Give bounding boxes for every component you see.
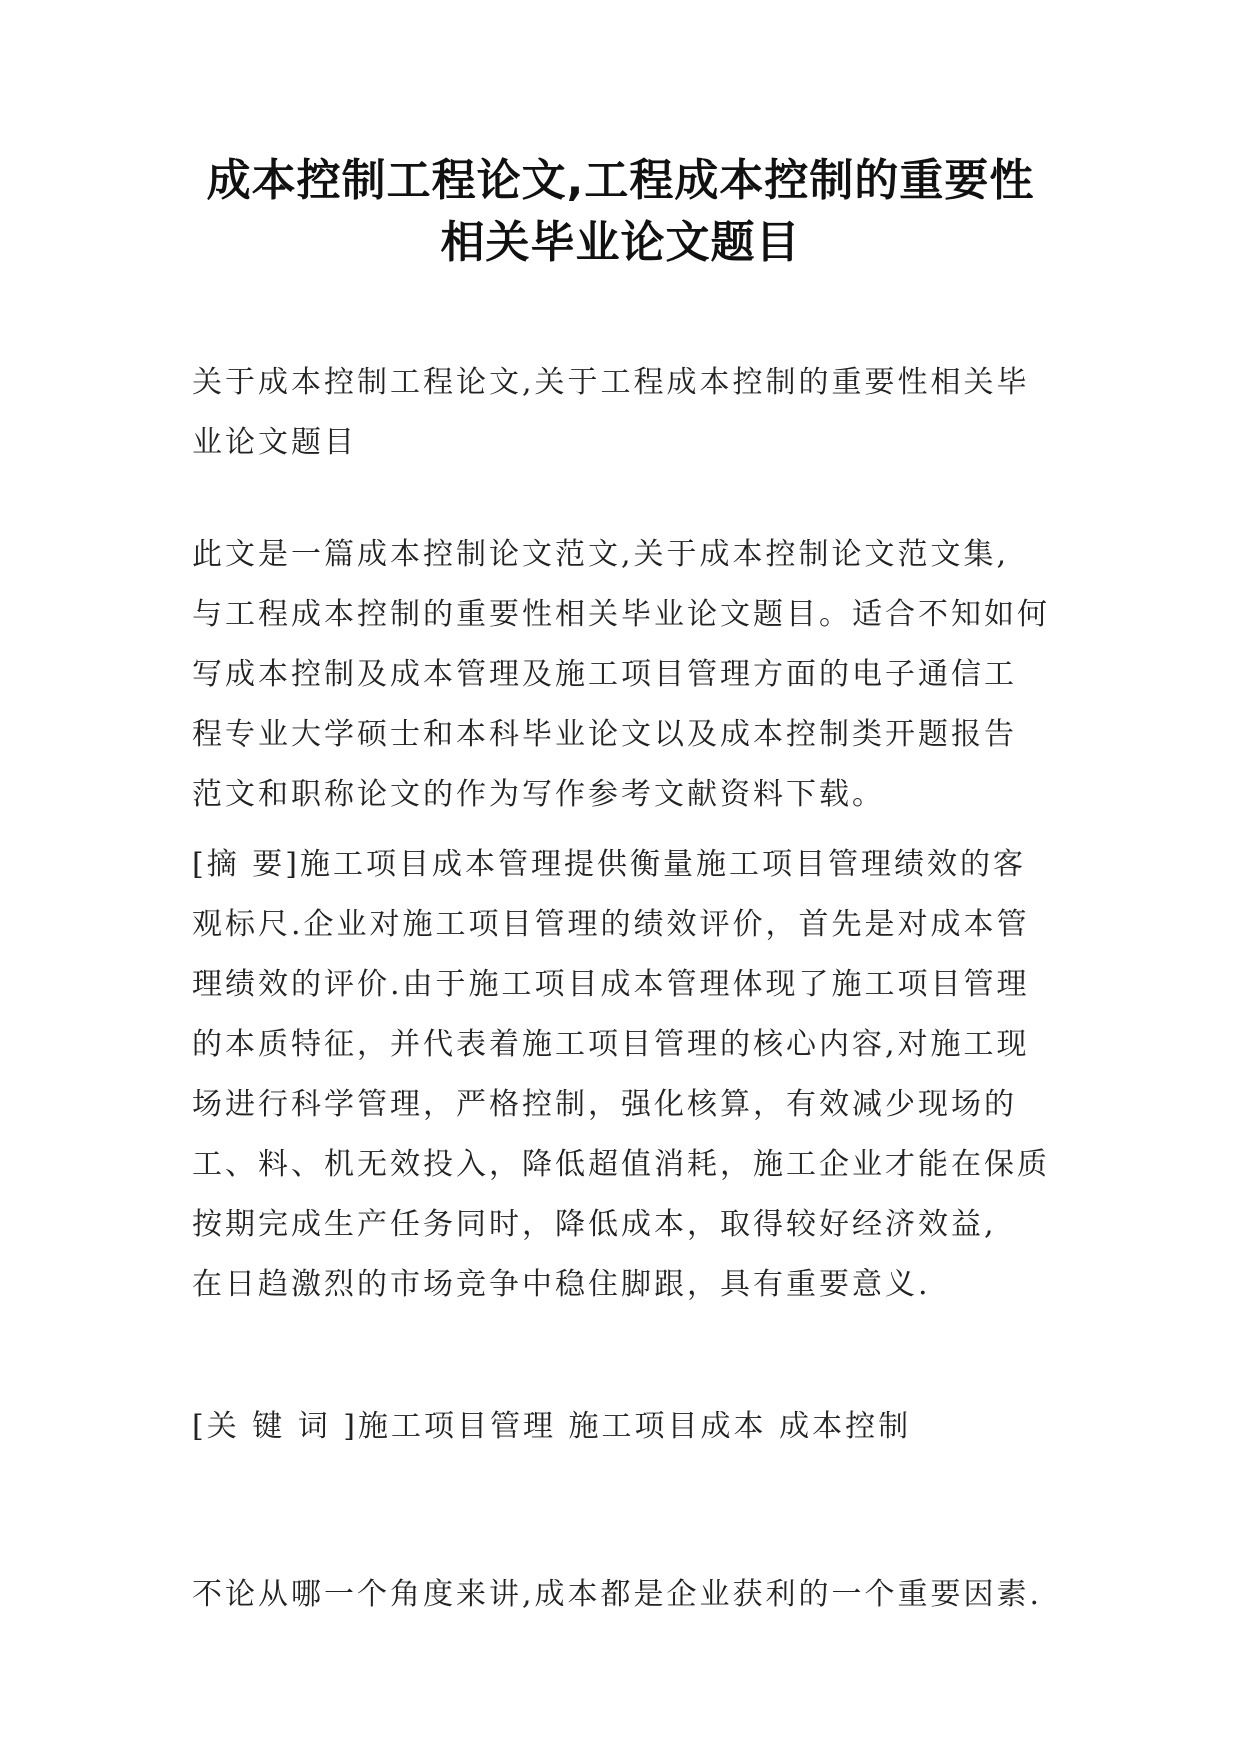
abstract-line: 在日趋激烈的市场竞争中稳住脚跟，具有重要意义. (192, 1267, 931, 1302)
title-line-2: 相关毕业论文题目 (440, 217, 801, 268)
title-line-1: 成本控制工程论文,工程成本控制的重要性 (206, 155, 1035, 206)
document-title (150, 150, 1091, 274)
keywords-paragraph (192, 1397, 1052, 1457)
description-line: 程专业大学硕士和本科毕业论文以及成本控制类开题报告 (192, 717, 1017, 752)
abstract-line: 工、料、机无效投入，降低超值消耗，施工企业才能在保质 (192, 1147, 1050, 1182)
intro-line: 业论文题目 (192, 425, 357, 460)
abstract-paragraph (192, 835, 1052, 1315)
body-line: 不论从哪一个角度来讲,成本都是企业获利的一个重要因素. (192, 1577, 1043, 1612)
description-line: 与工程成本控制的重要性相关毕业论文题目。适合不知如何 (192, 597, 1050, 632)
intro-paragraph (192, 353, 1052, 473)
keywords-line: [关 键 词 ]施工项目管理 施工项目成本 成本控制 (192, 1409, 912, 1444)
body-paragraph (192, 1565, 1052, 1625)
abstract-line: 理绩效的评价.由于施工项目成本管理体现了施工项目管理 (192, 967, 1030, 1002)
abstract-line: 场进行科学管理，严格控制，强化核算，有效减少现场的 (192, 1087, 1017, 1122)
abstract-line: 观标尺.企业对施工项目管理的绩效评价，首先是对成本管 (192, 907, 1030, 942)
intro-line: 关于成本控制工程论文,关于工程成本控制的重要性相关毕 (192, 365, 1030, 400)
abstract-line: 按期完成生产任务同时，降低成本，取得较好经济效益, (192, 1207, 997, 1242)
description-line: 此文是一篇成本控制论文范文,关于成本控制论文范文集, (192, 537, 1010, 572)
description-line: 写成本控制及成本管理及施工项目管理方面的电子通信工 (192, 657, 1017, 692)
description-line: 范文和职称论文的作为写作参考文献资料下载。 (192, 777, 885, 812)
description-paragraph (192, 525, 1052, 825)
abstract-line: 的本质特征，并代表着施工项目管理的核心内容,对施工现 (192, 1027, 1030, 1062)
abstract-line: [摘 要]施工项目成本管理提供衡量施工项目管理绩效的客 (192, 847, 1026, 882)
